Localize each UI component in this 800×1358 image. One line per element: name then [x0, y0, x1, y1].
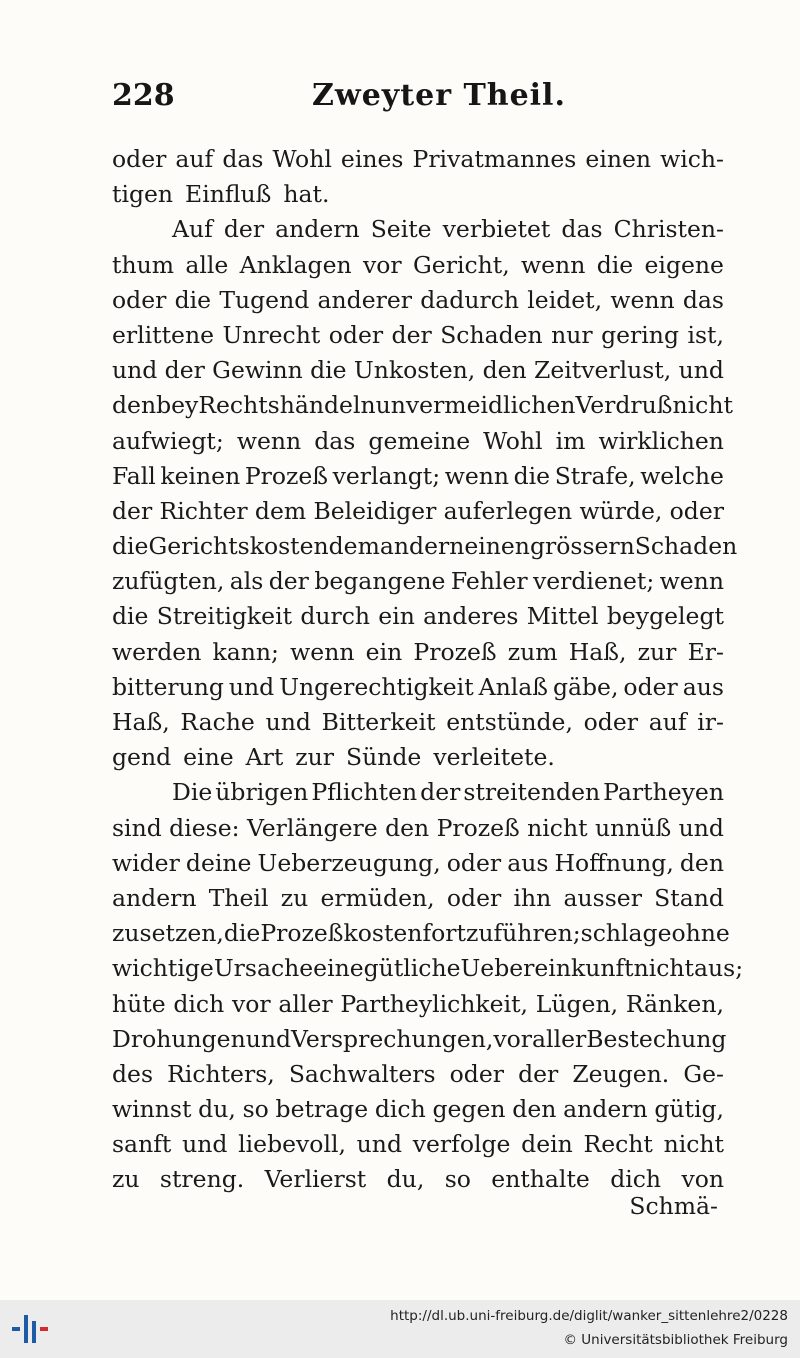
- word: durch: [300, 602, 371, 631]
- word: zu: [112, 1165, 140, 1194]
- word: gütliche: [363, 954, 461, 983]
- word: ein: [365, 637, 403, 666]
- text-line: [112, 951, 744, 986]
- text-line: [112, 388, 733, 423]
- word: Ränken,: [625, 989, 724, 1018]
- word: dem: [254, 496, 307, 525]
- word: die: [112, 602, 149, 631]
- text-line: [112, 459, 724, 494]
- word: zu: [112, 919, 140, 948]
- word: diese:: [169, 813, 240, 842]
- word: liebevoll,: [238, 1130, 346, 1159]
- word: Bitterkeit: [321, 708, 436, 736]
- word: wich-: [660, 145, 724, 173]
- word: übrigen: [215, 778, 309, 807]
- word: Er-: [687, 637, 724, 666]
- word: Gerichtskosten: [148, 532, 329, 561]
- text-line: [112, 318, 724, 353]
- page-number: 228: [112, 78, 175, 113]
- word: gend: [112, 743, 172, 772]
- word: unnüß: [594, 813, 672, 842]
- word: aufwiegt;: [112, 426, 224, 455]
- word: Strafe,: [554, 461, 636, 490]
- word: nicht: [672, 391, 733, 420]
- word: des: [112, 1059, 154, 1088]
- word: wichtige: [112, 954, 214, 983]
- word: bitterung: [112, 672, 224, 701]
- text-line: [112, 599, 724, 634]
- word: enthalte: [491, 1165, 590, 1194]
- word: Ueberzeugung,: [257, 848, 441, 877]
- word: dadurch: [420, 285, 520, 314]
- text-line: [112, 811, 724, 846]
- word: bey: [156, 391, 199, 420]
- word: Stand: [654, 883, 724, 912]
- text-line: [112, 705, 724, 740]
- word: aller: [532, 1024, 587, 1053]
- word: wenn: [290, 637, 355, 666]
- word: Wohl: [483, 426, 543, 455]
- word: Drohungen: [112, 1024, 246, 1053]
- word: Anlaß: [478, 672, 548, 701]
- word: verlangt;: [332, 461, 441, 490]
- word: gütig,: [654, 1095, 724, 1124]
- word: Bestechung: [586, 1024, 727, 1053]
- word: oder: [446, 848, 502, 877]
- word: Streitigkeit: [156, 602, 293, 631]
- text-line: [112, 564, 724, 599]
- word: oder: [669, 496, 724, 525]
- word: dich: [173, 989, 225, 1018]
- word: winnst: [112, 1095, 192, 1124]
- text-line: [112, 740, 724, 775]
- word: wenn: [236, 426, 302, 455]
- word: keinen: [160, 461, 241, 490]
- word: gering: [601, 320, 679, 349]
- word: ermüden,: [320, 883, 435, 912]
- word: die: [112, 532, 149, 561]
- word: hat.: [283, 180, 330, 209]
- word: Zeitverlust,: [534, 356, 672, 385]
- word: nicht: [633, 954, 695, 983]
- word: ir-: [697, 708, 724, 736]
- word: Rache: [180, 708, 255, 736]
- word: Anklagen: [239, 250, 352, 279]
- text-line: [112, 177, 724, 212]
- word: die: [596, 250, 634, 279]
- word: Art: [245, 743, 284, 772]
- text-line: [112, 248, 724, 283]
- word: vor: [231, 989, 271, 1018]
- word: leidet,: [527, 285, 603, 314]
- word: Lügen,: [535, 989, 619, 1018]
- word: Die: [172, 778, 213, 807]
- word: Fehler: [450, 567, 528, 596]
- word: schlage: [580, 919, 672, 948]
- word: begangene: [314, 567, 446, 596]
- word: Sachwalters: [288, 1059, 436, 1088]
- word: den: [112, 391, 157, 420]
- word: dein: [521, 1130, 573, 1159]
- word: so: [444, 1165, 471, 1194]
- word: wenn: [659, 567, 724, 596]
- word: werden: [112, 637, 202, 666]
- word: Richter: [159, 496, 248, 525]
- word: Auf: [172, 215, 213, 244]
- word: Verdruß: [575, 391, 673, 420]
- word: die: [513, 461, 551, 490]
- text-line: [112, 881, 724, 916]
- text-line: [112, 494, 724, 529]
- word: den: [512, 1095, 557, 1124]
- word: aus: [682, 672, 724, 701]
- word: von: [681, 1165, 724, 1194]
- word: und: [265, 708, 311, 736]
- word: im: [555, 426, 586, 455]
- word: Recht: [583, 1130, 653, 1159]
- text-line: [112, 775, 724, 810]
- word: den: [385, 813, 430, 842]
- word: Pflichten: [311, 778, 418, 807]
- word: das: [222, 145, 264, 173]
- word: grössern: [529, 532, 635, 561]
- word: ohne: [671, 919, 730, 948]
- word: oder: [446, 883, 502, 912]
- word: vor: [363, 250, 402, 279]
- word: deine: [185, 848, 252, 877]
- word: Hoffnung,: [554, 848, 674, 877]
- word: auf: [175, 145, 214, 173]
- word: Rechtshändeln: [198, 391, 376, 420]
- word: nur: [551, 320, 593, 349]
- word: eines: [340, 145, 404, 173]
- text-line: [112, 353, 724, 388]
- word: tigen: [112, 180, 174, 209]
- word: Einfluß: [185, 180, 272, 209]
- word: und: [182, 1130, 228, 1159]
- running-head: [112, 78, 718, 118]
- word: der: [268, 567, 309, 596]
- word: das: [314, 426, 356, 455]
- word: Wohl: [272, 145, 332, 173]
- word: die: [310, 356, 347, 385]
- word: und: [678, 813, 724, 842]
- copyright-notice: © Universitätsbibliothek Freiburg: [563, 1332, 788, 1348]
- text-line: [112, 1127, 724, 1162]
- word: aus: [507, 848, 549, 877]
- word: der: [518, 1059, 559, 1088]
- word: hüte: [112, 989, 166, 1018]
- word: dem: [328, 532, 380, 561]
- text-line: [112, 846, 724, 881]
- running-title: Zweyter Theil.: [312, 78, 566, 113]
- library-logo-icon: [10, 1310, 50, 1348]
- word: Unrecht: [222, 320, 321, 349]
- word: Ungerechtigkeit: [279, 672, 474, 701]
- word: Ursache: [213, 954, 314, 983]
- word: Haß,: [568, 637, 627, 666]
- word: beygelegt: [606, 602, 724, 631]
- word: oder: [112, 285, 167, 314]
- word: eigene: [644, 250, 724, 279]
- word: dich: [610, 1165, 662, 1194]
- word: Seite: [370, 215, 432, 244]
- text-line: [112, 1092, 724, 1127]
- word: nicht: [663, 1130, 724, 1159]
- word: und: [245, 1024, 292, 1053]
- word: Ge-: [683, 1059, 724, 1088]
- word: wider: [112, 848, 180, 877]
- word: Partheyen: [603, 778, 724, 807]
- catchword: Schmä-: [629, 1192, 718, 1220]
- word: streitenden: [463, 778, 601, 807]
- word: Richters,: [167, 1059, 275, 1088]
- word: gäbe,: [552, 672, 619, 701]
- word: Prozeß: [436, 813, 520, 842]
- word: wenn: [610, 285, 675, 314]
- word: einen: [464, 532, 530, 561]
- word: aller: [278, 989, 333, 1018]
- text-line: [112, 916, 730, 951]
- text-line: [112, 142, 724, 177]
- word: und: [228, 672, 275, 701]
- word: gegen: [432, 1095, 506, 1124]
- word: entstünde,: [446, 708, 573, 736]
- word: dich: [374, 1095, 426, 1124]
- word: andern: [563, 1095, 648, 1124]
- word: so: [242, 1095, 269, 1124]
- text-line: [112, 987, 724, 1022]
- word: Mittel: [526, 602, 599, 631]
- word: zufügten,: [112, 567, 225, 596]
- word: unvermeidlichen: [375, 391, 576, 420]
- word: verbietet: [442, 215, 551, 244]
- word: Gericht,: [413, 250, 510, 279]
- word: den: [679, 848, 724, 877]
- word: und: [678, 356, 724, 385]
- text-line: [112, 212, 724, 247]
- word: sind: [112, 813, 162, 842]
- word: sanft: [112, 1130, 172, 1159]
- word: du,: [386, 1165, 425, 1194]
- word: auf: [648, 708, 687, 736]
- body-text: [112, 142, 744, 1198]
- word: Tugend: [219, 285, 310, 314]
- word: Fall: [112, 461, 156, 490]
- text-line: [112, 635, 724, 670]
- text-line: [112, 529, 738, 564]
- word: thum: [112, 250, 174, 279]
- word: Prozeßkosten: [260, 919, 423, 948]
- word: die: [174, 285, 212, 314]
- word: Privatmannes: [412, 145, 577, 173]
- word: Beleidiger: [313, 496, 437, 525]
- word: Prozeß: [413, 637, 497, 666]
- word: den: [482, 356, 527, 385]
- word: ist,: [687, 320, 724, 349]
- word: zur: [295, 743, 335, 772]
- word: einen: [585, 145, 652, 173]
- word: Christen-: [613, 215, 724, 244]
- word: zur: [637, 637, 677, 666]
- word: anderer: [317, 285, 412, 314]
- word: andern: [379, 532, 465, 561]
- text-line: [112, 283, 724, 318]
- word: verdienet;: [532, 567, 655, 596]
- word: Theil: [208, 883, 269, 912]
- word: fortzuführen;: [422, 919, 581, 948]
- word: ausser: [563, 883, 642, 912]
- word: streng.: [159, 1165, 245, 1194]
- text-line: [112, 670, 724, 705]
- word: Schaden: [634, 532, 738, 561]
- word: Verlierst: [264, 1165, 367, 1194]
- word: oder: [583, 708, 638, 736]
- word: zu: [280, 883, 309, 912]
- word: Prozeß: [244, 461, 329, 490]
- word: als: [229, 567, 264, 596]
- word: der: [112, 496, 153, 525]
- word: eine: [313, 954, 364, 983]
- word: wenn: [521, 250, 586, 279]
- word: der: [223, 215, 265, 244]
- word: Schaden: [440, 320, 543, 349]
- word: verleitete.: [433, 743, 555, 772]
- text-line: [112, 1022, 727, 1057]
- word: oder: [328, 320, 384, 349]
- word: die: [223, 919, 261, 948]
- word: Sünde: [346, 743, 422, 772]
- word: der: [164, 356, 205, 385]
- word: welche: [640, 461, 724, 490]
- word: Gewinn: [212, 356, 303, 385]
- word: und: [356, 1130, 402, 1159]
- word: wirklichen: [598, 426, 724, 455]
- word: setzen,: [139, 919, 224, 948]
- word: alle: [185, 250, 229, 279]
- word: das: [561, 215, 603, 244]
- word: Zeugen.: [572, 1059, 670, 1088]
- word: der: [391, 320, 432, 349]
- word: aus;: [694, 954, 744, 983]
- word: Partheylichkeit,: [340, 989, 529, 1018]
- word: Haß,: [112, 708, 170, 736]
- word: oder: [449, 1059, 504, 1088]
- word: zum: [507, 637, 558, 666]
- viewer-footer: [0, 1300, 800, 1358]
- word: Uebereinkunft: [460, 954, 634, 983]
- word: Versprechungen,: [291, 1024, 494, 1053]
- word: gemeine: [368, 426, 471, 455]
- source-url[interactable]: http://dl.ub.uni-freiburg.de/diglit/wanker_sittenlehre2/0228: [390, 1308, 788, 1324]
- word: oder: [112, 145, 167, 173]
- word: anderes: [423, 602, 519, 631]
- word: verfolge: [412, 1130, 511, 1159]
- word: ein: [378, 602, 415, 631]
- word: das: [682, 285, 724, 314]
- word: würde,: [579, 496, 663, 525]
- word: eine: [183, 743, 234, 772]
- word: nicht: [527, 813, 588, 842]
- word: und: [112, 356, 158, 385]
- word: kann;: [212, 637, 279, 666]
- word: Unkosten,: [353, 356, 476, 385]
- word: andern: [112, 883, 197, 912]
- text-line: [112, 1057, 724, 1092]
- word: auferlegen: [443, 496, 573, 525]
- word: wenn: [444, 461, 510, 490]
- word: betrage: [275, 1095, 369, 1124]
- word: andern: [275, 215, 360, 244]
- word: du,: [198, 1095, 236, 1124]
- word: ihn: [513, 883, 552, 912]
- word: vor: [493, 1024, 533, 1053]
- word: oder: [623, 672, 678, 701]
- word: der: [420, 778, 461, 807]
- text-line: [112, 424, 724, 459]
- word: erlittene: [112, 320, 215, 349]
- word: Verlängere: [246, 813, 378, 842]
